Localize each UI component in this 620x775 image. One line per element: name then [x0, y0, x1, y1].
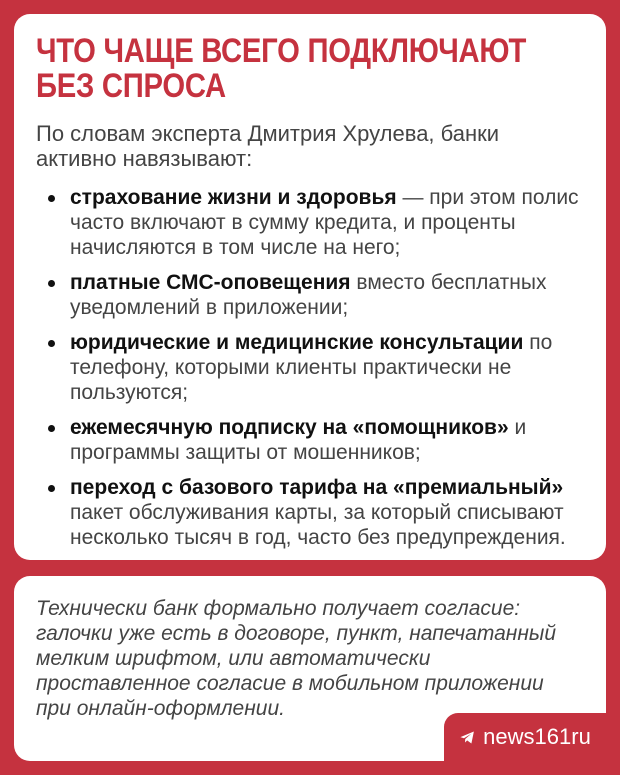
bullet-text: по телефону, которыми клиенты практически не пользуются; [70, 331, 553, 404]
badge-label: news161ru [483, 724, 591, 749]
bullet-item [36, 415, 584, 465]
headline [36, 34, 586, 104]
bullet-dot-icon [48, 195, 55, 202]
bullet-bold-text: ежемесячную подписку на «помощников» [70, 416, 509, 439]
bullet-dot-icon [48, 280, 55, 287]
note-text: Технически банк формально получает согласие: галочки уже есть в договоре, пункт, напечатанный мелким шрифтом, или автоматически проставленное согласие в мобильном приложении при онлайн-оформлении. [36, 597, 557, 720]
main-card [14, 14, 606, 560]
bullet-list [36, 185, 584, 550]
bullet-text: вместо бесплатных уведомлений в приложении; [70, 271, 547, 319]
bullet-item [36, 185, 584, 260]
bullet-text: — при этом полис часто включают в сумму кредита, и проценты начисляются в том числе на него; [70, 186, 579, 259]
bullet-bold-text: страхование жизни и здоровья [70, 186, 397, 209]
bullet-bold-text: юридические и медицинские консультации [70, 331, 524, 354]
bullet-dot-icon [48, 340, 55, 347]
bullet-item [36, 330, 584, 405]
bullet-text: и программы защиты от мошенников; [70, 416, 527, 464]
bullet-item [36, 475, 584, 550]
headline-line-1: ЧТО ЧАЩЕ ВСЕГО ПОДКЛЮЧАЮТ [36, 32, 527, 70]
intro-text: По словам эксперта Дмитрия Хрулева, банки активно навязывают: [36, 121, 500, 171]
headline-line-2: БЕЗ СПРОСА [36, 67, 226, 105]
bullet-bold-text: платные СМС-оповещения [70, 271, 351, 294]
bullet-dot-icon [48, 485, 55, 492]
telegram-icon [459, 729, 476, 746]
bullet-text: пакет обслуживания карты, за который списывают несколько тысяч в год, часто без предупреждения. [70, 501, 566, 549]
bullet-dot-icon [48, 425, 55, 432]
source-badge[interactable] [444, 713, 606, 761]
bullet-bold-text: переход с базового тарифа на «премиальный» [70, 476, 564, 499]
bullet-item [36, 270, 584, 320]
